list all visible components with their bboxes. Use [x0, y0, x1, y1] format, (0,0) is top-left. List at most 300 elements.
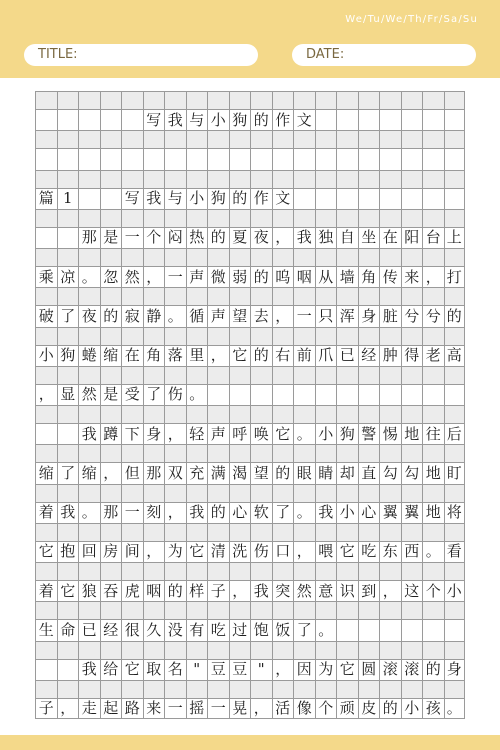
grid-cell: 我 [57, 502, 79, 523]
grid-gap-cell [35, 248, 57, 266]
grid-cell: 后 [444, 423, 466, 444]
grid-gap-cell [315, 130, 337, 148]
grid-gap-cell [229, 523, 251, 541]
grid-gap-cell [293, 287, 315, 305]
grid-gap-cell [186, 170, 208, 188]
grid-cell [401, 188, 423, 209]
grid-gap-cell [272, 523, 294, 541]
grid-cell: 它 [272, 423, 294, 444]
grid-gap-cell [315, 601, 337, 619]
grid-gap-cell [186, 327, 208, 345]
grid-gap-cell [401, 601, 423, 619]
grid-gap-cell [186, 641, 208, 659]
grid-gap-cell [121, 248, 143, 266]
grid-gap-cell [358, 130, 380, 148]
grid-cell: 直 [358, 462, 380, 483]
grid-cell [336, 619, 358, 640]
grid-gap-cell [358, 444, 380, 462]
grid-gap-cell [293, 484, 315, 502]
grid-gap-cell [57, 562, 79, 580]
grid-cell: 睛 [315, 462, 337, 483]
grid-gap-cell [164, 641, 186, 659]
grid-cell: 双 [164, 462, 186, 483]
grid-cell: 小 [444, 580, 466, 601]
grid-cell: 。 [293, 423, 315, 444]
grid-gap-cell [143, 601, 165, 619]
grid-gap-cell [293, 130, 315, 148]
grid-gap-cell [207, 641, 229, 659]
grid-cell: 兮 [401, 305, 423, 326]
grid-cell: 作 [272, 109, 294, 130]
grid-cell [358, 619, 380, 640]
grid-gap-cell [121, 484, 143, 502]
grid-cell: ， [57, 698, 79, 719]
grid-gap-cell [293, 523, 315, 541]
grid-gap-cell [422, 405, 444, 423]
grid-gap-cell [57, 484, 79, 502]
grid-gap-cell [143, 680, 165, 698]
grid-cell: 圆 [358, 659, 380, 680]
grid-gap-cell [35, 130, 57, 148]
grid-gap-cell [78, 562, 100, 580]
weekday-selector[interactable]: We/Tu/We/Th/Fr/Sa/Su [345, 14, 478, 25]
grid-cell [35, 148, 57, 169]
grid-gap-cell [444, 405, 466, 423]
grid-cell: 蹲 [100, 423, 122, 444]
grid-cell: 回 [78, 541, 100, 562]
grid-cell: 地 [422, 502, 444, 523]
grid-cell: 洗 [229, 541, 251, 562]
grid-cell: 但 [121, 462, 143, 483]
grid-cell: 狗 [207, 188, 229, 209]
grid-cell: " [186, 659, 208, 680]
grid-cell: 我 [78, 659, 100, 680]
grid-cell: 一 [164, 698, 186, 719]
grid-cell: 它 [229, 345, 251, 366]
grid-gap-cell [379, 405, 401, 423]
grid-cell [57, 109, 79, 130]
grid-cell: 了 [57, 462, 79, 483]
grid-cell: 小 [401, 698, 423, 719]
grid-gap-cell [250, 601, 272, 619]
grid-cell: 很 [121, 619, 143, 640]
grid-gap-cell [422, 523, 444, 541]
grid-gap-cell [57, 641, 79, 659]
grid-gap-cell [315, 248, 337, 266]
grid-cell: ， [143, 541, 165, 562]
grid-cell: 写 [143, 109, 165, 130]
grid-cell: 打 [444, 266, 466, 287]
grid-cell: 是 [100, 227, 122, 248]
grid-gap-cell [229, 444, 251, 462]
grid-cell: 有 [186, 619, 208, 640]
grid-gap-cell [186, 366, 208, 384]
grid-gap-cell [57, 209, 79, 227]
grid-cell: 的 [207, 227, 229, 248]
grid-cell: 前 [293, 345, 315, 366]
grid-gap-cell [100, 91, 122, 109]
grid-gap-cell [358, 366, 380, 384]
grid-gap-cell [336, 523, 358, 541]
grid-cell [121, 148, 143, 169]
grid-cell [444, 384, 466, 405]
grid-cell: 将 [444, 502, 466, 523]
grid-cell: 个 [315, 698, 337, 719]
grid-gap-cell [100, 562, 122, 580]
grid-gap-cell [293, 641, 315, 659]
grid-gap-cell [164, 130, 186, 148]
grid-gap-cell [121, 641, 143, 659]
grid-cell: ， [100, 462, 122, 483]
grid-gap-cell [250, 170, 272, 188]
grid-cell: 看 [444, 541, 466, 562]
grid-cell: 了 [272, 502, 294, 523]
grid-gap-cell [336, 444, 358, 462]
grid-gap-cell [121, 327, 143, 345]
grid-gap-cell [207, 444, 229, 462]
grid-gap-cell [229, 170, 251, 188]
grid-gap-cell [250, 327, 272, 345]
grid-gap-cell [164, 366, 186, 384]
grid-gap-cell [100, 523, 122, 541]
grid-gap-cell [35, 641, 57, 659]
grid-gap-cell [293, 327, 315, 345]
grid-gap-cell [207, 562, 229, 580]
grid-gap-cell [207, 366, 229, 384]
grid-cell: 得 [401, 345, 423, 366]
grid-gap-cell [444, 366, 466, 384]
grid-cell: 活 [272, 698, 294, 719]
grid-gap-cell [121, 405, 143, 423]
grid-cell: 意 [315, 580, 337, 601]
grid-gap-cell [229, 130, 251, 148]
grid-gap-cell [272, 209, 294, 227]
grid-gap-cell [336, 641, 358, 659]
grid-cell: 吞 [100, 580, 122, 601]
grid-gap-cell [358, 601, 380, 619]
grid-cell: 心 [229, 502, 251, 523]
grid-cell [293, 384, 315, 405]
grid-gap-cell [444, 170, 466, 188]
grid-paper [30, 86, 470, 728]
grid-gap-cell [250, 484, 272, 502]
grid-cell: 它 [35, 541, 57, 562]
grid-gap-cell [272, 562, 294, 580]
grid-cell [336, 148, 358, 169]
grid-gap-cell [100, 484, 122, 502]
grid-cell: 识 [336, 580, 358, 601]
grid-cell: 受 [121, 384, 143, 405]
grid-cell: 望 [250, 462, 272, 483]
grid-cell: 了 [57, 305, 79, 326]
grid-cell: 到 [358, 580, 380, 601]
grid-cell [250, 148, 272, 169]
grid-cell [379, 109, 401, 130]
grid-gap-cell [100, 248, 122, 266]
grid-gap-cell [444, 287, 466, 305]
grid-cell: 热 [186, 227, 208, 248]
grid-cell: 地 [401, 423, 423, 444]
grid-cell: 小 [207, 109, 229, 130]
grid-gap-cell [78, 287, 100, 305]
grid-gap-cell [100, 405, 122, 423]
grid-cell: 小 [315, 423, 337, 444]
grid-cell [78, 109, 100, 130]
grid-cell: 西 [401, 541, 423, 562]
grid-gap-cell [57, 130, 79, 148]
grid-gap-cell [35, 327, 57, 345]
grid-cell [358, 384, 380, 405]
grid-cell [358, 109, 380, 130]
grid-cell: 像 [293, 698, 315, 719]
grid-cell: 只 [315, 305, 337, 326]
grid-gap-cell [444, 680, 466, 698]
grid-cell: 轻 [186, 423, 208, 444]
grid-cell: 已 [336, 345, 358, 366]
grid-cell: 夏 [229, 227, 251, 248]
grid-gap-cell [379, 680, 401, 698]
grid-cell: 惕 [379, 423, 401, 444]
grid-gap-cell [358, 484, 380, 502]
grid-gap-cell [336, 327, 358, 345]
grid-cell: 循 [186, 305, 208, 326]
grid-gap-cell [78, 641, 100, 659]
grid-gap-cell [207, 484, 229, 502]
grid-gap-cell [78, 444, 100, 462]
grid-cell: 心 [358, 502, 380, 523]
grid-cell: 小 [186, 188, 208, 209]
grid-cell: 房 [100, 541, 122, 562]
grid-gap-cell [35, 209, 57, 227]
grid-gap-cell [57, 601, 79, 619]
grid-cell: 久 [143, 619, 165, 640]
grid-gap-cell [315, 405, 337, 423]
grid-gap-cell [121, 680, 143, 698]
grid-cell: 我 [164, 109, 186, 130]
grid-gap-cell [207, 209, 229, 227]
grid-gap-cell [250, 641, 272, 659]
grid-cell: 。 [422, 541, 444, 562]
grid-gap-cell [78, 170, 100, 188]
grid-gap-cell [121, 91, 143, 109]
grid-gap-cell [100, 444, 122, 462]
grid-cell: 声 [186, 266, 208, 287]
grid-cell [422, 384, 444, 405]
grid-cell: 饭 [272, 619, 294, 640]
grid-cell: 往 [422, 423, 444, 444]
grid-gap-cell [186, 248, 208, 266]
grid-cell: 去 [250, 305, 272, 326]
grid-cell [78, 188, 100, 209]
grid-gap-cell [229, 641, 251, 659]
grid-cell [358, 148, 380, 169]
grid-gap-cell [121, 130, 143, 148]
grid-gap-cell [229, 248, 251, 266]
grid-gap-cell [336, 601, 358, 619]
grid-gap-cell [401, 405, 423, 423]
grid-cell: 身 [143, 423, 165, 444]
grid-cell: 吃 [207, 619, 229, 640]
grid-gap-cell [293, 91, 315, 109]
grid-cell: 忽 [100, 266, 122, 287]
grid-cell: 豆 [229, 659, 251, 680]
grid-cell: 那 [100, 502, 122, 523]
grid-cell: 。 [78, 266, 100, 287]
grid-cell: 呜 [272, 266, 294, 287]
grid-cell: 没 [164, 619, 186, 640]
grid-cell [164, 148, 186, 169]
grid-gap-cell [401, 484, 423, 502]
grid-gap-cell [35, 366, 57, 384]
grid-cell: 墙 [336, 266, 358, 287]
grid-cell: 的 [444, 305, 466, 326]
grid-cell: 走 [78, 698, 100, 719]
grid-gap-cell [250, 523, 272, 541]
grid-gap-cell [250, 444, 272, 462]
grid-cell: 小 [336, 502, 358, 523]
grid-gap-cell [143, 287, 165, 305]
grid-cell: 弱 [229, 266, 251, 287]
grid-gap-cell [100, 601, 122, 619]
grid-cell [422, 619, 444, 640]
grid-gap-cell [100, 170, 122, 188]
grid-cell: 缩 [78, 462, 100, 483]
grid-gap-cell [164, 209, 186, 227]
grid-cell: 取 [143, 659, 165, 680]
grid-gap-cell [143, 366, 165, 384]
grid-cell: 东 [379, 541, 401, 562]
grid-gap-cell [207, 523, 229, 541]
grid-gap-cell [186, 680, 208, 698]
grid-gap-cell [401, 641, 423, 659]
grid-gap-cell [272, 601, 294, 619]
grid-gap-cell [57, 366, 79, 384]
grid-cell [315, 384, 337, 405]
grid-gap-cell [250, 680, 272, 698]
date-field[interactable] [292, 44, 476, 66]
grid-gap-cell [57, 248, 79, 266]
grid-cell: 它 [336, 541, 358, 562]
grid-cell: ， [272, 659, 294, 680]
grid-gap-cell [358, 287, 380, 305]
grid-cell [35, 423, 57, 444]
grid-gap-cell [121, 209, 143, 227]
grid-cell: 角 [358, 266, 380, 287]
grid-cell: 晃 [229, 698, 251, 719]
grid-cell: ， [272, 227, 294, 248]
grid-cell: 望 [229, 305, 251, 326]
grid-cell: 摇 [186, 698, 208, 719]
grid-gap-cell [358, 680, 380, 698]
grid-cell: 唤 [250, 423, 272, 444]
grid-cell: ， [143, 266, 165, 287]
grid-gap-cell [57, 405, 79, 423]
grid-cell [315, 109, 337, 130]
grid-gap-cell [379, 287, 401, 305]
grid-cell: 老 [422, 345, 444, 366]
grid-gap-cell [422, 444, 444, 462]
grid-gap-cell [57, 287, 79, 305]
grid-gap-cell [121, 366, 143, 384]
grid-gap-cell [401, 444, 423, 462]
grid-cell: 着 [35, 580, 57, 601]
grid-gap-cell [358, 327, 380, 345]
grid-cell: 的 [250, 345, 272, 366]
grid-gap-cell [164, 523, 186, 541]
grid-gap-cell [293, 680, 315, 698]
grid-cell: 已 [78, 619, 100, 640]
grid-cell [229, 384, 251, 405]
grid-cell: 虎 [121, 580, 143, 601]
grid-cell: 。 [444, 698, 466, 719]
grid-cell [358, 188, 380, 209]
grid-gap-cell [444, 484, 466, 502]
grid-cell: 一 [293, 305, 315, 326]
grid-cell: 里 [186, 345, 208, 366]
grid-gap-cell [207, 405, 229, 423]
grid-gap-cell [272, 366, 294, 384]
grid-cell: 子 [207, 580, 229, 601]
grid-gap-cell [336, 405, 358, 423]
grid-gap-cell [250, 366, 272, 384]
grid-gap-cell [250, 248, 272, 266]
grid-cell: 小 [35, 345, 57, 366]
grid-gap-cell [422, 327, 444, 345]
grid-gap-cell [143, 91, 165, 109]
grid-cell: 子 [35, 698, 57, 719]
grid-gap-cell [422, 130, 444, 148]
grid-gap-cell [272, 170, 294, 188]
grid-cell: 那 [78, 227, 100, 248]
grid-cell: 文 [293, 109, 315, 130]
grid-gap-cell [336, 680, 358, 698]
grid-gap-cell [186, 444, 208, 462]
grid-gap-cell [444, 641, 466, 659]
grid-cell: ， [250, 698, 272, 719]
grid-gap-cell [121, 170, 143, 188]
grid-cell: 写 [121, 188, 143, 209]
grid-gap-cell [358, 641, 380, 659]
grid-cell: " [250, 659, 272, 680]
grid-cell: 了 [293, 619, 315, 640]
grid-gap-cell [78, 405, 100, 423]
grid-cell: 豆 [207, 659, 229, 680]
grid-gap-cell [401, 209, 423, 227]
grid-gap-cell [379, 562, 401, 580]
grid-cell: 身 [358, 305, 380, 326]
grid-cell: 经 [358, 345, 380, 366]
grid-gap-cell [186, 405, 208, 423]
grid-cell [315, 148, 337, 169]
grid-cell [336, 188, 358, 209]
grid-cell: 我 [315, 502, 337, 523]
grid-cell: ， [164, 423, 186, 444]
grid-gap-cell [422, 209, 444, 227]
grid-cell [336, 109, 358, 130]
grid-gap-cell [78, 248, 100, 266]
grid-cell: 它 [57, 580, 79, 601]
grid-gap-cell [100, 130, 122, 148]
grid-cell: 狗 [229, 109, 251, 130]
grid-cell: 它 [336, 659, 358, 680]
grid-cell: 喂 [315, 541, 337, 562]
grid-gap-cell [57, 444, 79, 462]
title-field[interactable] [24, 44, 258, 66]
grid-gap-cell [100, 287, 122, 305]
grid-gap-cell [35, 91, 57, 109]
grid-gap-cell [186, 287, 208, 305]
grid-cell [401, 384, 423, 405]
